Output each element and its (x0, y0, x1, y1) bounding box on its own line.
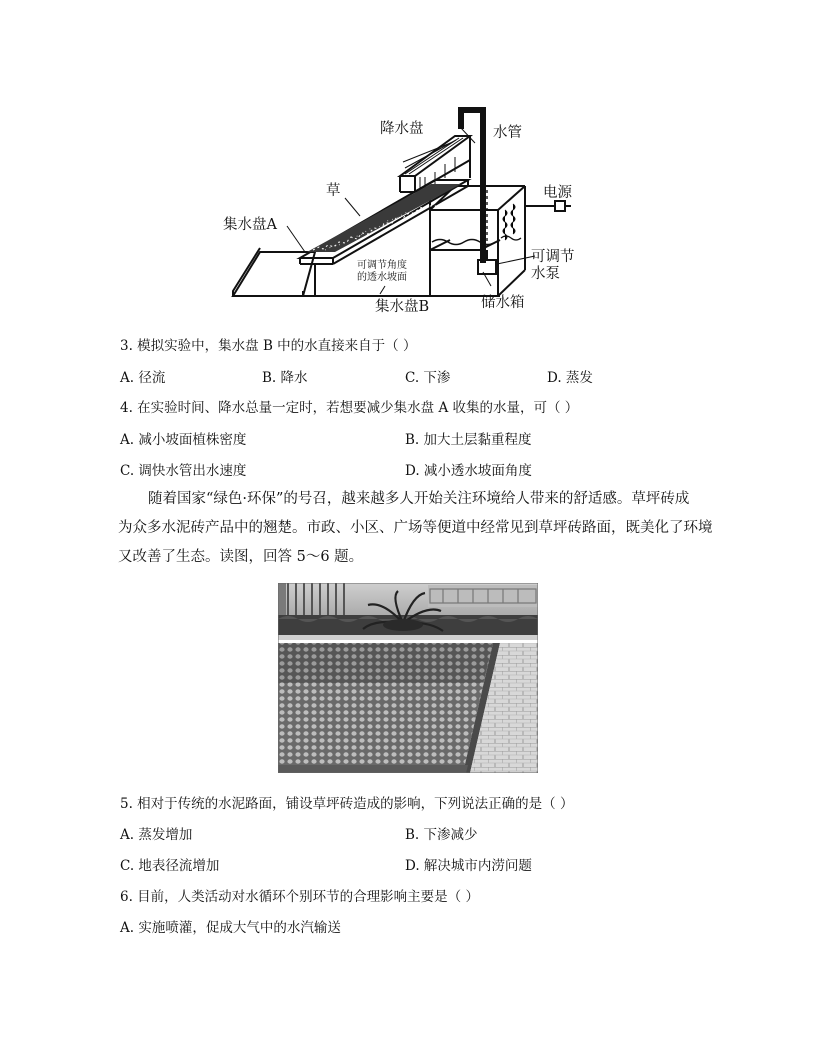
grass-paver-photo-drawing (278, 583, 538, 773)
question-4-option-a: A. 减小坡面植株密度 (120, 432, 247, 448)
passage-line-2: 为众多水泥砖产品中的翘楚。市政、小区、广场等便道中经常见到草坪砖路面，既美化了环境 (118, 520, 713, 536)
question-5-option-c: C. 地表径流增加 (120, 858, 220, 874)
label-collect-tray-a: 集水盘A (223, 217, 277, 233)
question-4-stem: 4. 在实验时间、降水总量一定时，若想要减少集水盘 A 收集的水量，可（ ） (120, 400, 579, 416)
label-adjustable-pump-1: 可调节 (531, 249, 575, 265)
question-4-option-c: C. 调快水管出水速度 (120, 463, 247, 479)
label-slope-1: 可调节角度 (357, 260, 407, 271)
question-3-option-b: B. 降水 (262, 370, 308, 386)
question-5-option-a: A. 蒸发增加 (120, 827, 193, 843)
question-6-stem: 6. 目前，人类活动对水循环个别环节的合理影响主要是（ ） (120, 889, 479, 905)
experiment-diagram (225, 100, 615, 320)
label-grass: 草 (326, 183, 341, 199)
label-slope-2: 的透水坡面 (357, 272, 407, 283)
question-4-option-b: B. 加大土层黏重程度 (405, 432, 532, 448)
question-3-option-d: D. 蒸发 (547, 370, 593, 386)
question-5-option-b: B. 下渗减少 (405, 827, 478, 843)
label-power: 电源 (543, 185, 572, 201)
question-3-option-c: C. 下渗 (405, 370, 451, 386)
grass-paver-photo (278, 583, 538, 773)
label-storage-tank: 储水箱 (481, 295, 525, 311)
passage-line-3: 又改善了生态。读图，回答 5～6 题。 (118, 549, 364, 565)
label-collect-tray-b: 集水盘B (375, 299, 430, 315)
question-5-stem: 5. 相对于传统的水泥路面，铺设草坪砖造成的影响，下列说法正确的是（ ） (120, 796, 574, 812)
label-adjustable-pump-2: 水泵 (531, 266, 560, 282)
question-3-option-a: A. 径流 (120, 370, 166, 386)
question-4-option-d: D. 减小透水坡面角度 (405, 463, 532, 479)
passage-line-1: 随着国家“绿色·环保”的号召，越来越多人开始关注环境给人带来的舒适感。草坪砖成 (148, 491, 690, 507)
question-5-option-d: D. 解决城市内涝问题 (405, 858, 532, 874)
label-rain-tray: 降水盘 (380, 121, 424, 137)
label-water-pipe: 水管 (493, 125, 522, 141)
question-3-stem: 3. 模拟实验中，集水盘 B 中的水直接来自于（ ） (120, 338, 417, 354)
question-6-option-a: A. 实施喷灌，促成大气中的水汽输送 (120, 920, 341, 936)
